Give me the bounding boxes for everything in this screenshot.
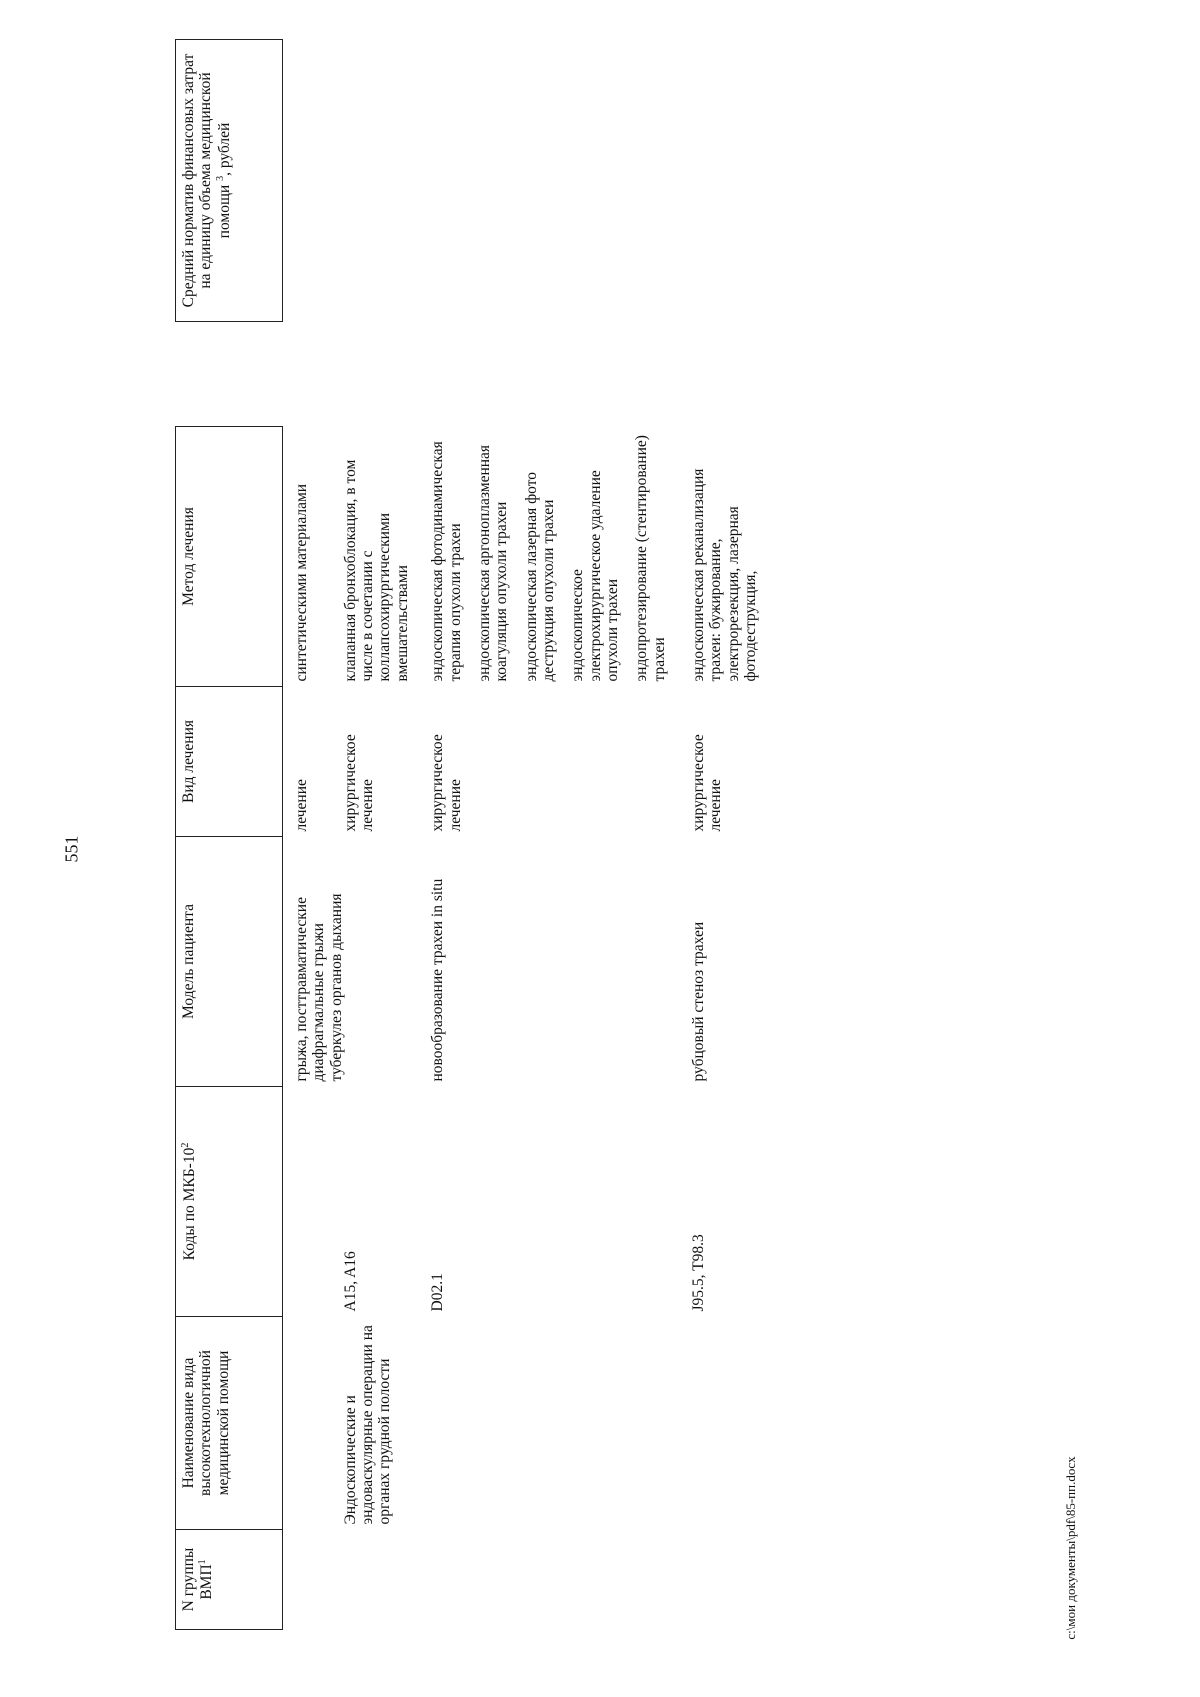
cell-type: хирургическое лечение: [690, 734, 725, 832]
footer-file-path: c:\мои документы\pdf\85-пп.docx: [1063, 1456, 1078, 1640]
table-header-row: [176, 40, 283, 1630]
cell-model: новообразование трахеи in situ: [429, 878, 447, 1082]
header-cost: Средний норматив финансовых затрат на единицу объема медицинской помощи $^3$, рублей: [176, 40, 283, 322]
cell-type: хирургическое лечение: [429, 734, 464, 832]
method-item: эндоскопическое электрохирургическое удаление опухоли трахеи: [569, 470, 622, 682]
method-item: эндоскопическая лазерная фото деструкция опухоли трахеи: [522, 471, 557, 682]
vmp-table: [175, 39, 760, 1630]
header-spacer: [176, 322, 283, 427]
header-codes: Коды по МКБ-$10^2$: [176, 1087, 283, 1317]
page-number: 551: [61, 835, 82, 863]
table-row: [411, 40, 668, 1630]
header-treatment-type: Вид лечения: [176, 687, 283, 837]
cell-name: Эндоскопические и эндоваскулярные операции на органах грудной полости: [341, 1325, 394, 1525]
method-item: эндопротезирование (стентирование) трахеи: [633, 435, 668, 682]
cell-method: синтетическими материалами: [293, 483, 310, 682]
cell-method: эндоскопическая реканализация трахеи: бужирование, электрорезекция, лазерная фотодеструкция,: [690, 468, 760, 682]
cell-model: рубцовый стеноз трахеи: [690, 921, 708, 1082]
table-row: [328, 40, 411, 1630]
cell-model: туберкулез органов дыхания: [327, 893, 345, 1082]
table-row: [283, 40, 328, 1630]
cell-type: хирургическое лечение: [341, 734, 377, 832]
header-method: Метод лечения: [176, 427, 283, 687]
header-name: Наименование вида высокотехнологичной медицинской помощи: [176, 1317, 283, 1530]
table-row: [668, 40, 759, 1630]
cell-codes: A15, A16: [341, 1251, 359, 1312]
header-group-n: N группы ВМП$^1$: [176, 1530, 283, 1630]
header-model: Модель пациента: [176, 837, 283, 1087]
cell-type: лечение: [293, 779, 310, 832]
cell-codes: J95.5, T98.3: [690, 1234, 708, 1312]
cell-codes: D02.1: [429, 1273, 447, 1312]
rotated-table-page: [175, 40, 1155, 1630]
cell-method: клапанная бронхоблокация, в том числе в сочетании с коллапсохирургическими вмешательствами: [341, 459, 411, 682]
cell-model: грыжа, посттравматические диафрагмальные грыжи: [293, 897, 328, 1082]
cell-methods: [411, 427, 668, 687]
method-item: эндоскопическая аргоноплазменная коагуляция опухоли трахеи: [475, 444, 511, 682]
method-item: эндоскопическая фотодинамическая терапия опухоли трахеи: [429, 441, 464, 682]
